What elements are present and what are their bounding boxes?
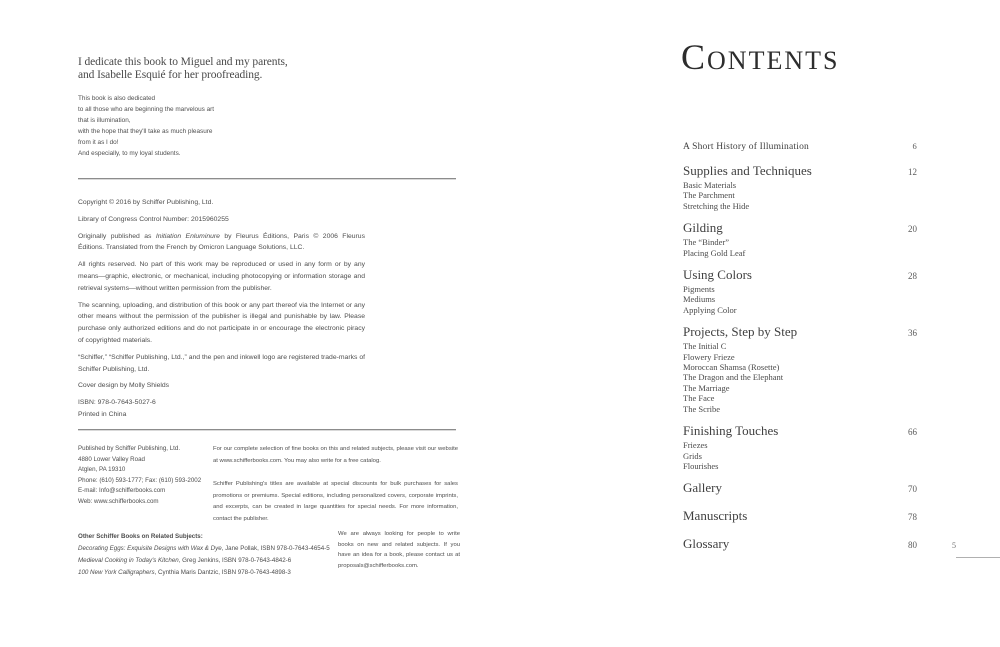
- toc-subentry: The Initial C: [683, 341, 727, 352]
- toc-entry: [683, 220, 917, 236]
- dedication-main: [78, 56, 388, 82]
- toc-entry-title: Supplies and Techniques: [683, 163, 812, 178]
- toc-subentry: Friezes: [683, 440, 708, 451]
- toc-entry-page: 66: [908, 427, 917, 438]
- cover-design-line: Cover design by Molly Shields: [78, 382, 170, 390]
- publisher-address: [78, 444, 210, 508]
- toc-subentry: Applying Color: [683, 304, 737, 315]
- copyright-line: Copyright © 2016 by Schiffer Publishing, Ltd.: [78, 199, 214, 206]
- horizontal-rule: [78, 178, 456, 179]
- toc-entry: [683, 423, 917, 439]
- toc-subentry: The Scribe: [683, 403, 721, 414]
- toc-section: [683, 267, 917, 315]
- toc-entry-title: Using Colors: [683, 267, 752, 283]
- book-title: 100 New York Calligraphers: [78, 569, 155, 576]
- original-edition-title: Initiation Enluminure: [155, 232, 220, 240]
- toc-subentry: Placing Gold Leaf: [683, 247, 746, 258]
- publisher-line: E-mail: Info@schifferbooks.com: [78, 487, 166, 495]
- toc-entry: [683, 163, 917, 179]
- toc-entry-page: 70: [908, 484, 917, 495]
- table-of-contents: [683, 140, 917, 564]
- original-edition-para: [78, 231, 365, 255]
- toc-subentries: [683, 284, 917, 315]
- toc-entry: [683, 480, 917, 496]
- book-listing: [78, 555, 340, 567]
- toc-entry-title: Glossary: [683, 536, 730, 552]
- publisher-line: Phone: (610) 593-1777; Fax: (610) 593-2002: [78, 476, 202, 484]
- toc-subentry: Stretching the Hide: [683, 200, 750, 211]
- toc-entry-page: 28: [908, 271, 917, 282]
- toc-entry-title: Projects, Step by Step: [683, 324, 798, 340]
- book-meta: , Greg Jenkins, ISBN 978-0-7643-4842-6: [178, 557, 292, 564]
- toc-entry-page: 36: [908, 328, 917, 339]
- dedication-sub-line: with the hope that they'll take as much pleasure: [78, 128, 213, 135]
- dedication-sub-line: that is illumination,: [78, 117, 131, 124]
- printed-line: Printed in China: [78, 410, 127, 418]
- toc-entry-title: Finishing Touches: [683, 423, 779, 439]
- publisher-info: [213, 444, 458, 538]
- toc-section: [683, 220, 917, 258]
- discounts-para: Schiffer Publishing's titles are available at special discounts for bulk purchases for sales promotions or premiums. Special editions, including personalized covers, corporate imprints, and excerpts, can be created in large quantities for special needs. For more information, contact the publisher.: [213, 481, 458, 522]
- toc-entry-title: Manuscripts: [683, 508, 748, 524]
- loc-number-line: Library of Congress Control Number: 2015960255: [78, 215, 229, 223]
- toc-section: [683, 423, 917, 471]
- toc-subentry: Moroccan Shamsa (Rosette): [683, 362, 780, 373]
- toc-entry-page: 80: [908, 540, 917, 551]
- proposals-block: [338, 529, 460, 572]
- toc-subentry: Pigments: [683, 284, 715, 295]
- trademark-para: “Schiffer,” “Schiffer Publishing, Ltd.,” and the pen and inkwell logo are registered trade-marks of Schiffer Publishing, Ltd.: [78, 353, 365, 373]
- toc-subentries: [683, 237, 917, 258]
- toc-subentry: Basic Materials: [683, 180, 737, 190]
- toc-entry: [683, 140, 917, 153]
- toc-entry-page: 78: [908, 512, 917, 523]
- dedication-line: and Isabelle Esquié for her proofreading.: [78, 69, 263, 81]
- other-books-block: [78, 531, 340, 579]
- publisher-line: Web: www.schifferbooks.com: [78, 497, 159, 505]
- title-initial: C: [681, 37, 708, 77]
- publisher-line: Atglen, PA 19310: [78, 466, 126, 474]
- page-title: [681, 36, 839, 78]
- toc-section: [683, 536, 917, 552]
- original-edition-text: Originally published as: [78, 232, 156, 240]
- book-meta: , Jane Pollak, ISBN 978-0-7643-4654-5: [221, 545, 330, 552]
- toc-entry-page: 6: [912, 141, 917, 151]
- book-meta: , Cynthia Maris Dantzic, ISBN 978-0-7643-4898-3: [154, 569, 291, 576]
- title-rest: ONTENTS: [707, 46, 840, 75]
- toc-section: [683, 163, 917, 211]
- toc-subentries: [683, 180, 917, 211]
- dedication-sub: [78, 93, 388, 159]
- toc-subentry: Flourishes: [683, 460, 719, 471]
- dedication-sub-line: to all those who are beginning the marvelous art: [78, 106, 215, 113]
- toc-entry-page: 20: [908, 224, 917, 235]
- dedication-sub-line: from it as I do!: [78, 139, 119, 146]
- colophon-block: [78, 197, 365, 426]
- toc-section: [683, 480, 917, 496]
- book-title: Decorating Eggs: Exquisite Designs with Wax & Dye: [78, 545, 222, 552]
- toc-section: [683, 324, 917, 414]
- toc-entry-title: A Short History of Illumination: [683, 142, 810, 152]
- toc-entry: [683, 508, 917, 524]
- folio-page-number: [948, 541, 960, 550]
- toc-entry-page: 12: [908, 167, 917, 177]
- toc-subentry: Flowery Frieze: [683, 351, 735, 362]
- dedication-sub-line: This book is also dedicated: [78, 95, 156, 102]
- toc-subentry: The Dragon and the Elephant: [683, 372, 784, 383]
- book-title: Medieval Cooking in Today's Kitchen: [78, 557, 179, 564]
- isbn-line: ISBN: 978-0-7643-5027-6: [78, 399, 156, 407]
- toc-subentry: Mediums: [683, 294, 716, 305]
- toc-subentry: The Face: [683, 393, 715, 404]
- publisher-line: 4880 Lower Valley Road: [78, 455, 145, 463]
- toc-entry: [683, 267, 917, 283]
- toc-subentry: The Parchment: [683, 190, 735, 201]
- piracy-para: The scanning, uploading, and distribution of this book or any part thereof via the Internet or any other means without the permission of the publisher is illegal and punishable by law. Please purchase only authorized editions and do not participate in or encourage the electronic piracy of copyrighted materials.: [78, 301, 365, 344]
- toc-subentry: The “Binder”: [683, 237, 730, 248]
- toc-entry-title: Gilding: [683, 220, 723, 236]
- catalog-para: For our complete selection of fine books on this and related subjects, please visit our website at www.schifferbooks.com. You may also write for a free catalog.: [213, 446, 458, 464]
- folio-rule: [956, 557, 1000, 558]
- dedication-line: I dedicate this book to Miguel and my parents,: [78, 56, 288, 68]
- toc-subentry: Grids: [683, 450, 702, 461]
- isbn-block: [78, 397, 365, 421]
- toc-section: [683, 508, 917, 524]
- toc-entry: [683, 536, 917, 552]
- folio-number: 5: [952, 541, 956, 550]
- rights-para: All rights reserved. No part of this work may be reproduced or used in any form or by any means—graphic, electronic, or mechanical, including photocopying or information storage and retrieval systems—without written permission from the publisher.: [78, 261, 365, 292]
- book-listing: [78, 567, 340, 579]
- dedication-sub-line: And especially, to my loyal students.: [78, 150, 181, 157]
- toc-entry: [683, 324, 917, 340]
- toc-subentries: [683, 341, 917, 414]
- publisher-line: Published by Schiffer Publishing, Ltd.: [78, 445, 181, 452]
- original-edition-text: by Fleurus Éditions, Paris © 2006 Fleurus Éditions. Translated from the French by Omicron Language Solutions, LLC.: [78, 232, 365, 252]
- book-listing: [78, 543, 340, 555]
- other-books-heading: Other Schiffer Books on Related Subjects:: [78, 533, 203, 540]
- toc-entry-title: Gallery: [683, 480, 722, 496]
- toc-subentries: [683, 440, 917, 471]
- horizontal-rule: [78, 429, 456, 430]
- toc-subentry: The Marriage: [683, 382, 730, 393]
- proposals-para: We are always looking for people to write books on new and related subjects. If you have an idea for a book, please contact us at proposals@schifferbooks.com.: [338, 531, 460, 570]
- dedication-block: [78, 56, 388, 159]
